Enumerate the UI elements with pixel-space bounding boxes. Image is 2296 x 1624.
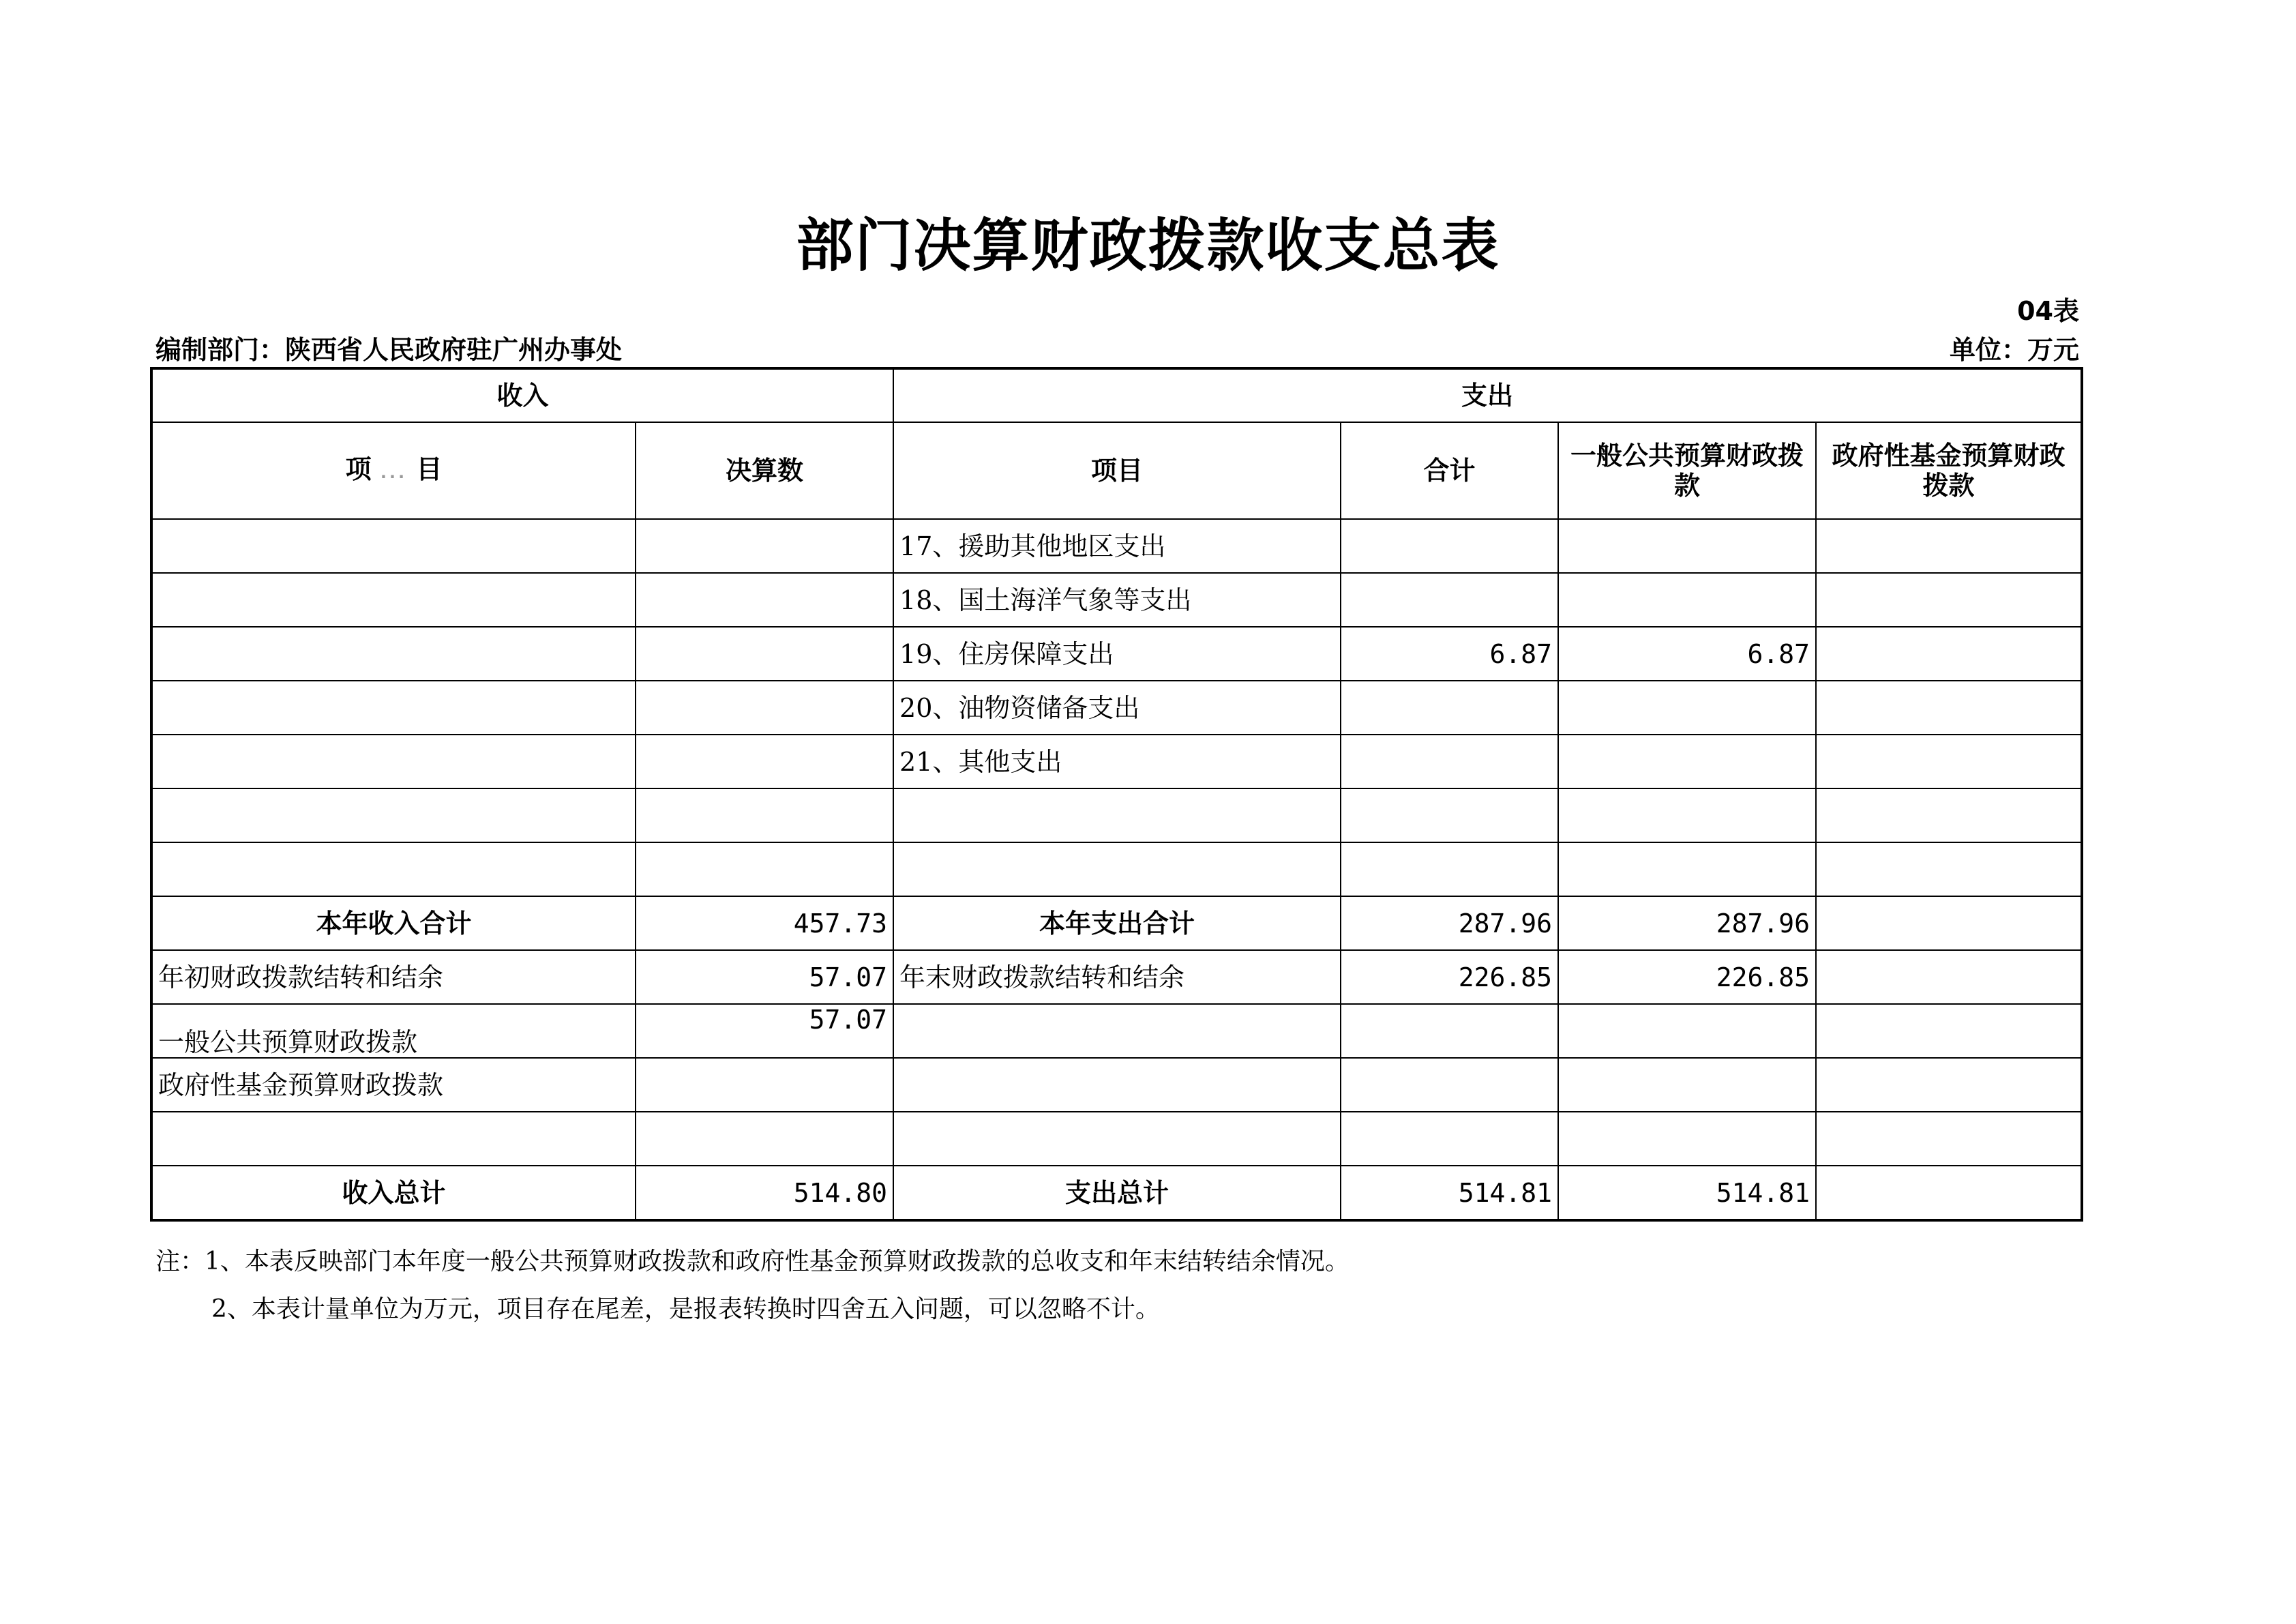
table-number: 04表	[2017, 296, 2079, 326]
table-row	[151, 735, 2082, 788]
expense-grand-total-value: 514.81	[1341, 1166, 1558, 1220]
income-amount-cell	[636, 1112, 893, 1166]
expense-item-cell	[893, 1004, 1341, 1058]
col-general-budget: 一般公共预算财政拨款	[1558, 422, 1816, 519]
general-budget-sub-value: 57.07	[636, 1004, 893, 1058]
expense-total-cell	[1341, 573, 1558, 627]
col-income-amount: 决算数	[636, 422, 893, 519]
col-expense-total: 合计	[1341, 422, 1558, 519]
year-expense-fund-value	[1816, 896, 2082, 950]
expense-general-cell	[1558, 681, 1816, 735]
end-carryover-total: 226.85	[1341, 950, 1558, 1004]
expense-general-cell	[1558, 573, 1816, 627]
year-expense-total-label: 本年支出合计	[893, 896, 1341, 950]
income-amount-cell	[636, 735, 893, 788]
income-amount-cell	[636, 627, 893, 681]
expense-item-cell	[893, 842, 1341, 896]
expense-total-cell	[1341, 735, 1558, 788]
income-amount-cell	[636, 788, 893, 842]
expense-fund-cell	[1816, 681, 2082, 735]
expense-item-cell	[893, 788, 1341, 842]
section-header-row	[151, 368, 2082, 422]
table-row	[151, 519, 2082, 573]
note-line-2: 2、本表计量单位为万元，项目存在尾差，是报表转换时四舍五入问题，可以忽略不计。	[211, 1295, 1160, 1323]
income-item-cell	[151, 788, 636, 842]
income-item-cell	[151, 519, 636, 573]
income-item-cell	[151, 573, 636, 627]
year-income-total-label: 本年收入合计	[151, 896, 636, 950]
table-row	[151, 842, 2082, 896]
income-item-cell	[151, 627, 636, 681]
expense-item-cell: 21、其他支出	[893, 735, 1341, 788]
expense-total-cell	[1341, 1004, 1558, 1058]
income-item-cell	[151, 681, 636, 735]
expense-total-cell: 6.87	[1341, 627, 1558, 681]
expense-section-header: 支出	[893, 368, 2082, 422]
expense-fund-cell	[1816, 1004, 2082, 1058]
expense-fund-cell	[1816, 735, 2082, 788]
year-income-total-value: 457.73	[636, 896, 893, 950]
expense-fund-cell	[1816, 1112, 2082, 1166]
general-budget-sub-label: 一般公共预算财政拨款	[151, 1004, 636, 1058]
expense-general-cell	[1558, 842, 1816, 896]
end-carryover-fund	[1816, 950, 2082, 1004]
table-row	[151, 1004, 2082, 1058]
expense-general-cell: 6.87	[1558, 627, 1816, 681]
expense-fund-cell	[1816, 519, 2082, 573]
col-income-item	[151, 422, 636, 519]
expense-item-cell	[893, 1112, 1341, 1166]
table-row	[151, 1112, 2082, 1166]
fund-budget-sub-value	[636, 1058, 893, 1112]
expense-general-cell	[1558, 1004, 1816, 1058]
income-amount-cell	[636, 842, 893, 896]
table-row	[151, 627, 2082, 681]
expense-item-cell: 20、油物资储备支出	[893, 681, 1341, 735]
expense-general-cell	[1558, 519, 1816, 573]
expense-total-cell	[1341, 842, 1558, 896]
carryover-row	[151, 950, 2082, 1004]
expense-fund-cell	[1816, 627, 2082, 681]
income-amount-cell	[636, 573, 893, 627]
income-section-header: 收入	[151, 368, 893, 422]
page-title: 部门决算财政拨款收支总表	[796, 212, 1500, 279]
expense-item-cell: 17、援助其他地区支出	[893, 519, 1341, 573]
income-amount-cell	[636, 519, 893, 573]
year-total-row	[151, 896, 2082, 950]
compiling-department: 编制部门：陕西省人民政府驻广州办事处	[155, 335, 623, 365]
end-carryover-label: 年末财政拨款结转和结余	[893, 950, 1341, 1004]
expense-total-cell	[1341, 788, 1558, 842]
col-fund-budget: 政府性基金预算财政拨款	[1816, 422, 2082, 519]
expense-item-cell: 18、国土海洋气象等支出	[893, 573, 1341, 627]
income-grand-total-value: 514.80	[636, 1166, 893, 1220]
year-expense-total-value: 287.96	[1341, 896, 1558, 950]
expense-grand-fund-value	[1816, 1166, 2082, 1220]
expense-general-cell	[1558, 1058, 1816, 1112]
table-row	[151, 1058, 2082, 1112]
income-grand-total-label: 收入总计	[151, 1166, 636, 1220]
income-item-cell	[151, 1112, 636, 1166]
expense-item-cell	[893, 1058, 1341, 1112]
year-expense-general-value: 287.96	[1558, 896, 1816, 950]
expense-fund-cell	[1816, 842, 2082, 896]
expense-fund-cell	[1816, 573, 2082, 627]
dots-separator: ...	[380, 462, 408, 482]
income-amount-cell	[636, 681, 893, 735]
expense-total-cell	[1341, 1112, 1558, 1166]
expense-grand-general-value: 514.81	[1558, 1166, 1816, 1220]
expense-total-cell	[1341, 519, 1558, 573]
table-row	[151, 573, 2082, 627]
col-income-item-b: 目	[416, 454, 443, 484]
expense-general-cell	[1558, 735, 1816, 788]
table-row	[151, 681, 2082, 735]
expense-fund-cell	[1816, 788, 2082, 842]
end-carryover-general: 226.85	[1558, 950, 1816, 1004]
fund-budget-sub-label: 政府性基金预算财政拨款	[151, 1058, 636, 1112]
budget-table	[150, 367, 2083, 1222]
expense-fund-cell	[1816, 1058, 2082, 1112]
income-item-cell	[151, 842, 636, 896]
note-line-1: 注：1、本表反映部门本年度一般公共预算财政拨款和政府性基金预算财政拨款的总收支和年末结转结余情况。	[155, 1247, 1350, 1275]
income-item-cell	[151, 735, 636, 788]
col-expense-item: 项目	[893, 422, 1341, 519]
expense-total-cell	[1341, 681, 1558, 735]
expense-grand-total-label: 支出总计	[893, 1166, 1341, 1220]
begin-carryover-label: 年初财政拨款结转和结余	[151, 950, 636, 1004]
col-income-item-a: 项	[345, 454, 372, 484]
expense-general-cell	[1558, 1112, 1816, 1166]
expense-item-cell: 19、住房保障支出	[893, 627, 1341, 681]
expense-total-cell	[1341, 1058, 1558, 1112]
expense-general-cell	[1558, 788, 1816, 842]
grand-total-row	[151, 1166, 2082, 1220]
unit-label: 单位：万元	[1949, 335, 2079, 365]
column-header-row	[151, 422, 2082, 519]
table-row	[151, 788, 2082, 842]
begin-carryover-value: 57.07	[636, 950, 893, 1004]
